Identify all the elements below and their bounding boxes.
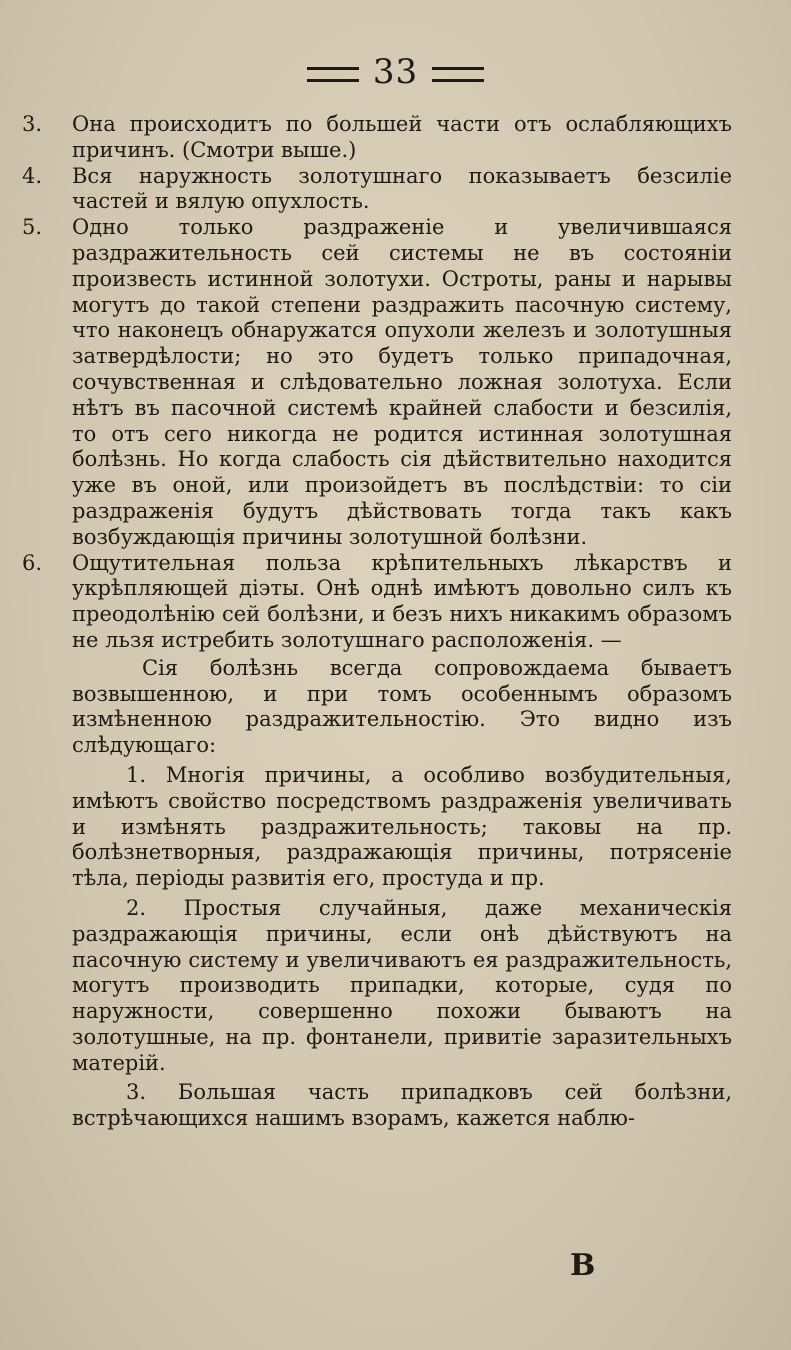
sub-item-number: 3. [126,1080,147,1105]
item-text: Она происходитъ по большей части отъ ослабляющихъ причинъ. (Смотри выше.) [72,112,732,162]
sub-item-number: 2. [126,895,147,920]
sub-item-text: Многія причины, а особливо возбудительныя, имѣютъ свойство посредствомъ раздраженія увеличивать и измѣнять раздражительность; таковы на пр. болѣзнетворныя, раздражающія причины, потрясеніе тѣла, періоды развитія его, простуда и пр. [72,762,732,891]
list-item [22,215,732,550]
page-number: 33 [372,52,419,92]
item-number: 6. [22,550,43,575]
signature-mark: B [570,1248,596,1283]
item-text: Одно только раздраженіе и увеличившаяся раздражительность сей системы не въ состояніи произвесть истинной золотухи. Остроты, раны и нарывы могутъ до такой степени раздражить пасочную систему, что наконецъ обнаружатся опухоли железъ и золотушныя затвердѣлости; но это будетъ только припадочная, сочувственная и слѣдовательно ложная золотуха. Если нѣтъ въ пасочной системѣ крайней слабости и безсилія, то отъ сего никогда не родится истинная золотушная болѣзнь. Но когда слабость сія дѣйствительно находится уже въ оной, или произойдетъ въ послѣдствіи: то сіи раздраженія будутъ дѣйствовать тогда такъ какъ возбуждающія причины золотушной болѣзни. [72,215,732,549]
item-number: 4. [22,163,43,188]
sub-item-text: Простыя случайныя, даже механическія раздражающія причины, если онѣ дѣйствуютъ на пасочную систему и увеличиваютъ ея раздражительность, могутъ производить припадки, которые, судя по наружности, совершенно похожи бываютъ на золотушные, на пр. фонтанели, привитіе заразительныхъ матерій. [72,895,732,1075]
sub-item-text: Большая часть припадковъ сей болѣзни, встрѣчающихся нашимъ взорамъ, кажется наблю- [72,1080,732,1131]
sub-item [72,896,732,1077]
list-item [22,551,732,654]
header-rule-right [432,67,484,82]
header-rule-left [307,67,359,82]
list-item [22,164,732,216]
sub-item [72,1080,732,1132]
item-number: 3. [22,112,43,136]
sub-item [72,763,732,892]
list-item [22,112,732,164]
sub-item-number: 1. [126,762,147,787]
body-paragraph: Сія болѣзнь всегда сопровождаема бываетъ возвышенною, и при томъ особеннымъ образомъ измѣненною раздражительностію. Это видно изъ слѣдующаго: [72,655,732,758]
page-body [22,112,732,1132]
item-number: 5. [22,215,43,240]
item-text: Ощутительная польза крѣпительныхъ лѣкарствъ и укрѣпляющей діэты. Онѣ однѣ имѣютъ довольно силъ къ преодолѣнію сей болѣзни, и безъ нихъ никакимъ образомъ не льзя истребить золотушнаго расположенія. — [72,550,732,652]
item-text: Вся наружность золотушнаго показываетъ безсиліе частей и вялую опухлость. [72,163,732,214]
page-header [0,52,791,92]
